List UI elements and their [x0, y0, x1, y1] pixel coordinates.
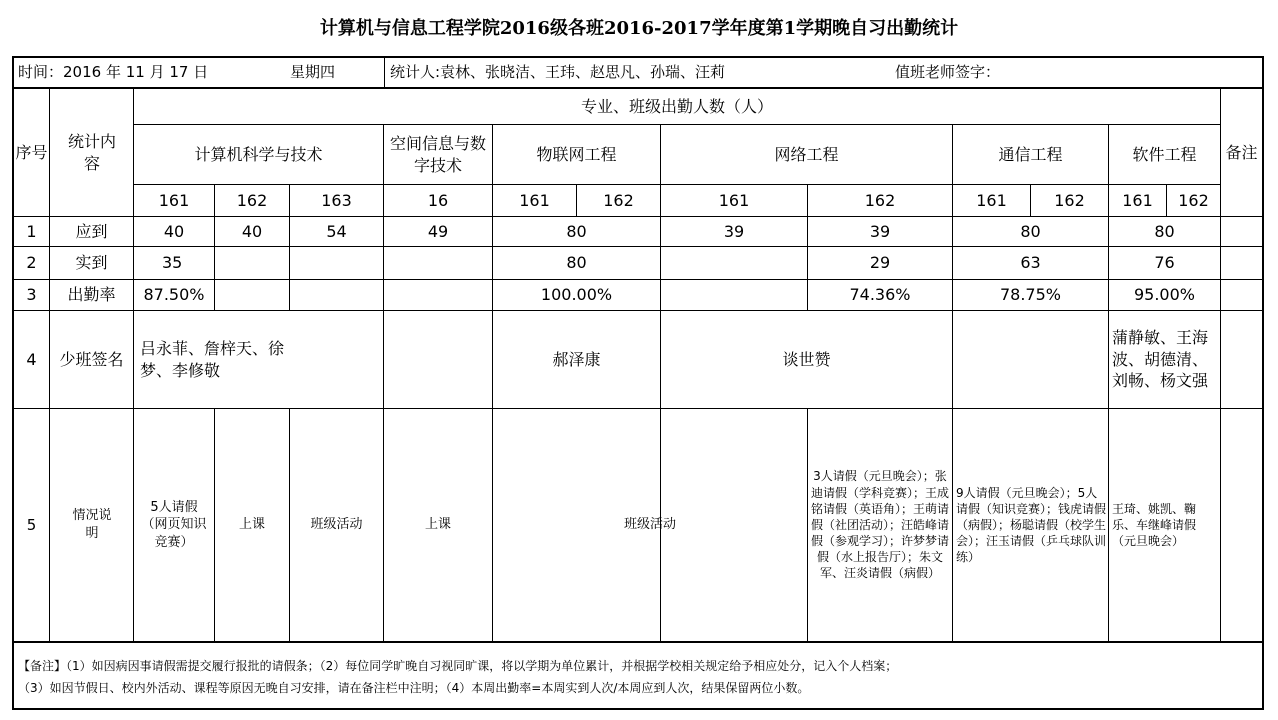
stat-content-header: 统计内容 — [67, 131, 116, 173]
value-cell: 29 — [869, 253, 891, 273]
class-cell: 162 — [236, 190, 268, 210]
remark-header: 备注 — [1225, 142, 1258, 162]
divider — [214, 279, 215, 311]
note-cell: 班级活动 — [623, 517, 676, 533]
major-iot: 物联网工程 — [536, 144, 617, 164]
major-spatial: 空间信息与数字技术 — [389, 133, 486, 175]
value-cell: 40 — [241, 221, 263, 241]
major-software: 软件工程 — [1132, 144, 1197, 164]
value-cell: 35 — [162, 253, 183, 273]
row-number: 1 — [26, 221, 37, 241]
note-cell: 王琦、姚凯、鞠乐、车继峰请假（元旦晚会） — [1112, 501, 1197, 549]
rate-cell: 74.36% — [849, 285, 911, 305]
teacher-sign-field[interactable]: 值班老师签字： — [895, 63, 1001, 82]
signature-cell: 吕永菲、詹梓天、徐梦、李修敬 — [140, 338, 284, 380]
class-cell: 161 — [158, 190, 190, 210]
date-label: 时间：2016 年 11 月 17 日 — [18, 63, 209, 82]
divider — [384, 56, 385, 88]
seq-header: 序号 — [15, 142, 48, 162]
class-cell: 162 — [864, 190, 896, 210]
page-title: 计算机与信息工程学院2016级各班2016-2017学年度第1学期晚自习出勤统计 — [319, 18, 959, 39]
note-cell: 班级活动 — [310, 517, 363, 533]
note-cell: 3人请假（元旦晚会）；张迪请假（学科竞赛）；王成铭请假（英语角）；王萌请假（社团活动）；汪皓峰请假（参观学习）；许梦梦请假（水上报告厅）；朱文军、汪炎请假（病假） — [810, 469, 949, 581]
class-cell: 163 — [321, 190, 352, 210]
class-cell: 162 — [1178, 190, 1209, 210]
row-label: 出勤率 — [67, 285, 116, 305]
group-header: 专业、班级出勤人数（人） — [580, 96, 773, 116]
rate-cell: 100.00% — [540, 285, 613, 305]
footnote-line-1: 【备注】（1）如因病因事请假需提交履行报批的请假条；（2）每位同学旷晚自习视同旷课，将以学期为单位累计，并根据学校相关规定给予相应处分，记入个人档案； — [18, 659, 898, 673]
class-cell: 161 — [976, 190, 1007, 210]
row-number: 2 — [26, 253, 37, 273]
row-number: 3 — [26, 285, 37, 305]
divider — [12, 641, 1264, 643]
class-cell: 162 — [603, 190, 634, 210]
value-cell: 40 — [163, 221, 185, 241]
rate-cell: 87.50% — [143, 285, 205, 305]
value-cell: 63 — [1020, 253, 1041, 273]
major-cs: 计算机科学与技术 — [194, 144, 323, 164]
value-cell: 39 — [869, 221, 891, 241]
row-label: 实到 — [75, 253, 108, 273]
signature-cell: 谈世赞 — [782, 349, 831, 369]
value-cell: 80 — [1154, 221, 1175, 241]
footnote-line-2: （3）如因节假日、校内外活动、课程等原因无晚自习安排，请在备注栏中注明；（4）本周出勤率=本周实到人次/本周应到人次，结果保留两位小数。 — [18, 681, 810, 695]
value-cell: 39 — [723, 221, 745, 241]
row-number: 4 — [26, 349, 37, 369]
rate-cell: 95.00% — [1133, 285, 1195, 305]
value-cell: 80 — [566, 221, 587, 241]
weekday-label: 星期四 — [290, 63, 336, 82]
value-cell: 54 — [326, 221, 347, 241]
row-label: 少班签名 — [59, 349, 124, 369]
note-cell: 上课 — [424, 517, 451, 533]
class-cell: 161 — [718, 190, 750, 210]
value-cell: 76 — [1154, 253, 1175, 273]
value-cell: 49 — [427, 221, 449, 241]
class-cell: 162 — [1054, 190, 1085, 210]
note-cell: 5人请假（网页知识竞赛） — [141, 499, 207, 550]
note-cell: 上课 — [238, 517, 265, 533]
signature-cell: 郝泽康 — [552, 349, 601, 369]
major-comm: 通信工程 — [998, 144, 1063, 164]
row-label: 情况说明 — [72, 508, 112, 541]
divider — [807, 408, 808, 641]
class-cell: 16 — [427, 190, 449, 210]
note-cell: 9人请假（元旦晚会）；5人请假（知识竞赛）；钱虎请假（病假）；杨聪请假（校学生会）；汪玉请假（乒乓球队训练） — [956, 485, 1106, 565]
signature-cell: 蒲静敏、王海波、胡德清、刘畅、杨文强 — [1112, 328, 1209, 391]
row-label: 应到 — [75, 221, 108, 241]
divider — [289, 279, 290, 311]
class-cell: 161 — [519, 190, 550, 210]
row-number: 5 — [26, 515, 37, 534]
counters-label: 统计人:袁林、张晓洁、王玮、赵思凡、孙瑞、汪莉 — [390, 63, 726, 82]
class-cell: 161 — [1122, 190, 1153, 210]
value-cell: 80 — [566, 253, 587, 273]
value-cell: 80 — [1020, 221, 1041, 241]
rate-cell: 78.75% — [999, 285, 1061, 305]
major-network: 网络工程 — [774, 144, 839, 164]
